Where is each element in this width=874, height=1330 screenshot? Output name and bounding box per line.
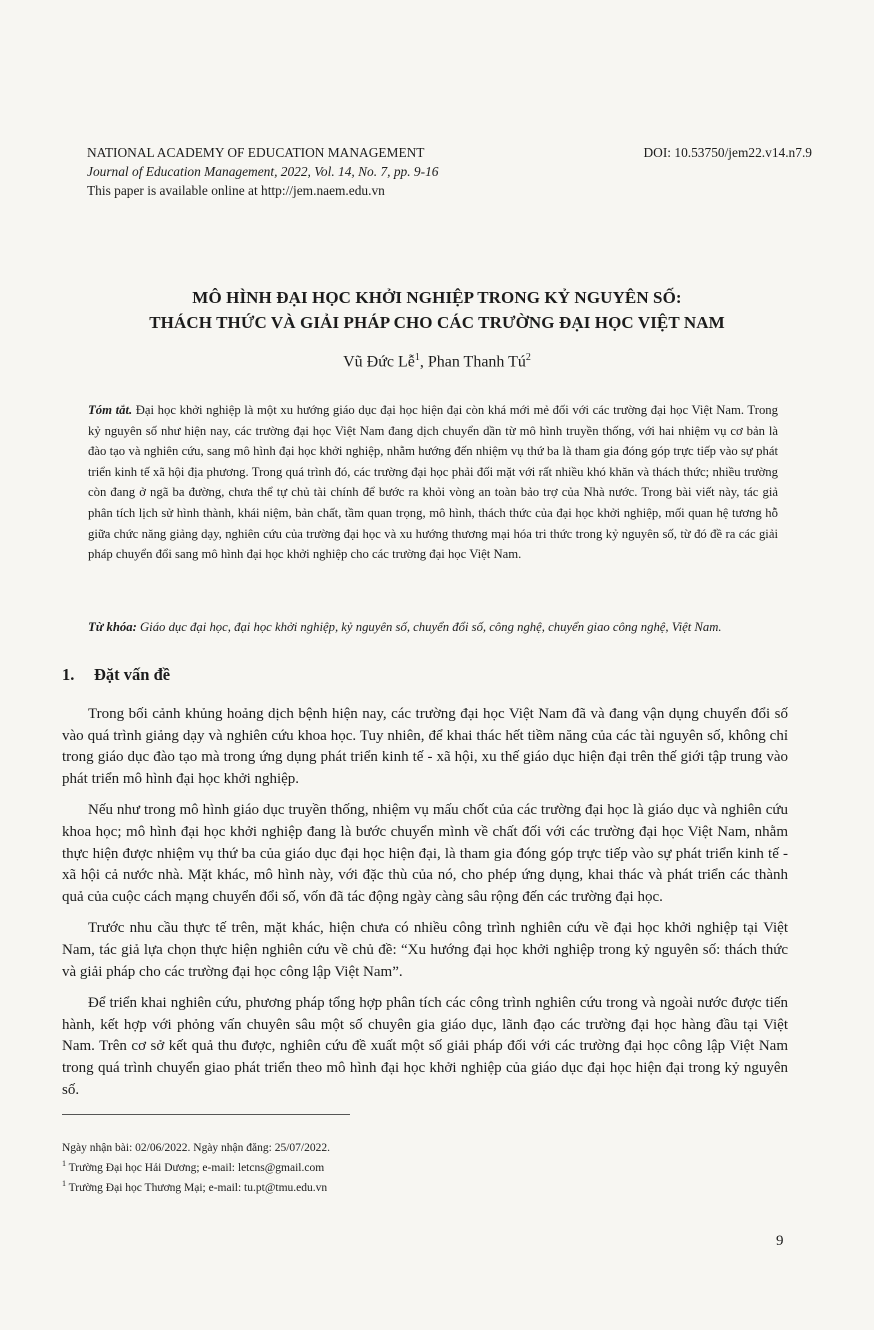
submission-dates: Ngày nhận bài: 02/06/2022. Ngày nhận đăng: 25/07/2022. <box>62 1142 330 1154</box>
paper-title <box>60 285 814 335</box>
section-number: 1. <box>62 665 75 684</box>
availability-note: This paper is available online at http://jem.naem.edu.vn <box>87 183 385 198</box>
page-number: 9 <box>776 1233 784 1249</box>
keywords <box>88 617 778 638</box>
body-paragraph: Nếu như trong mô hình giáo dục truyền thống, nhiệm vụ mấu chốt của các trường đại học là giáo dục và nghiên cứu khoa học; mô hình đại học khởi nghiệp đang là bước chuyển mình về chất đối với các trường đại học Việt Nam, nhằm thực hiện được nhiệm vụ thứ ba của giáo dục đại học hiện đại, là tham gia đóng góp trực tiếp vào sự phát triển kinh tế - xã hội cả nước nhà. Mặt khác, mô hình này, với đặc thù của nó, cho phép ứng dụng, khai thác và phát triển các thành quả của cuộc cách mạng chuyển đổi số, vốn đã tác động ngày càng sâu rộng đến các trường đại học. <box>62 802 788 905</box>
section-heading <box>62 665 170 685</box>
author-1-affiliation: 1 <box>414 352 420 363</box>
body-paragraph: Để triển khai nghiên cứu, phương pháp tổng hợp phân tích các công trình nghiên cứu trong và ngoài nước được tiến hành, kết hợp với phỏng vấn chuyên sâu một số chuyên gia giáo dục, lãnh đạo các trường đại học hàng đầu tại Việt Nam. Trên cơ sở kết quả thu được, nghiên cứu đề xuất một số giải pháp đối với các trường đại học công lập Việt Nam trong quá trình chuyển giao phát triển theo mô hình đại học khởi nghiệp của giáo dục đại học hiện đại trong kỷ nguyên số. <box>62 995 788 1098</box>
body-paragraph: Trong bối cảnh khủng hoảng dịch bệnh hiện nay, các trường đại học Việt Nam đã và đang vận dụng chuyển đổi số vào quá trình giảng dạy và nghiên cứu khoa học. Tuy nhiên, để khai thác hết tiềm năng của các tài nguyên số, không chỉ trong giáo dục đào tạo mà trong ứng dụng phát triển kinh tế - xã hội, xu thế giáo dục hiện đại trên thế giới tập trung vào phát triển mô hình đại học khởi nghiệp. <box>62 706 788 787</box>
author-1: Vũ Đức Lễ <box>343 353 415 371</box>
author-2: Phan Thanh Tú <box>427 353 526 371</box>
section-body <box>62 704 788 1111</box>
body-paragraph: Trước nhu cầu thực tế trên, mặt khác, hiện chưa có nhiều công trình nghiên cứu về đại học khởi nghiệp tại Việt Nam, tác giả lựa chọn thực hiện nghiên cứu về chủ đề: “Xu hướng đại học khởi nghiệp trong kỷ nguyên số: thách thức và giải pháp cho các trường đại học công lập Việt Nam”. <box>62 920 788 980</box>
footnote-divider <box>62 1114 350 1115</box>
footnote-2-text: Trường Đại học Thương Mại; e-mail: tu.pt@tmu.edu.vn <box>66 1181 328 1194</box>
author-separator: , <box>419 353 428 371</box>
doi: DOI: 10.53750/jem22.v14.n7.9 <box>643 145 812 160</box>
section-title: Đặt vấn đề <box>94 665 171 684</box>
abstract-label: Tóm tắt. <box>88 403 133 417</box>
abstract-text: Đại học khởi nghiệp là một xu hướng giáo dục đại học hiện đại còn khá mới mẻ đối với các trường đại học Việt Nam. Trong kỷ nguyên số như hiện nay, các trường đại học Việt Nam đang dịch chuyển dần từ mô hình truyền thống, với hai nhiệm vụ cơ bản là đào tạo và nghiên cứu, sang mô hình đại học khởi nghiệp, nhằm hướng đến nhiệm vụ thứ ba là tham gia đóng góp trực tiếp vào sự phát triển kinh tế xã hội địa phương. Trong quá trình đó, các trường đại học phải đối mặt với rất nhiều khó khăn và thách thức; nhiều trường còn đang ở ngã ba đường, chưa thể tự chủ tài chính để bước ra khỏi vòng an toàn bảo trợ của Nhà nước. Trong bài viết này, tác giả phân tích lịch sử hình thành, khái niệm, bản chất, tầm quan trọng, mô hình, thách thức của đại học khởi nghiệp, mối quan hệ tương hỗ giữa chức năng giảng dạy, nghiên cứu của trường đại học và xu hướng thương mại hóa tri thức trong kỷ nguyên số, từ đó đề ra các giải pháp chuyển đổi sang mô hình đại học khởi nghiệp cho các trường đại học Việt Nam. <box>88 403 778 562</box>
footnote-1-marker: 1 <box>62 1159 66 1168</box>
footnotes <box>62 1140 788 1196</box>
footnote-1-text: Trường Đại học Hải Dương; e-mail: letcns@gmail.com <box>66 1161 325 1174</box>
journal-header <box>87 143 812 200</box>
author-list <box>60 352 814 371</box>
title-line-1: MÔ HÌNH ĐẠI HỌC KHỞI NGHIỆP TRONG KỶ NGUYÊN SỐ: <box>192 288 682 307</box>
footnote-1 <box>62 1156 788 1176</box>
keywords-label: Từ khóa: <box>88 620 137 634</box>
abstract <box>88 400 778 565</box>
footnote-2-marker: 1 <box>62 1178 66 1188</box>
keywords-text: Giáo dục đại học, đại học khởi nghiệp, kỷ nguyên số, chuyển đổi số, công nghệ, chuyển giao công nghệ, Việt Nam. <box>136 620 722 634</box>
author-2-affiliation: 2 <box>525 352 531 363</box>
footnote-2 <box>62 1176 788 1196</box>
title-line-2: THÁCH THỨC VÀ GIẢI PHÁP CHO CÁC TRƯỜNG ĐẠI HỌC VIỆT NAM <box>149 313 725 332</box>
journal-citation: Journal of Education Management, 2022, Vol. 14, No. 7, pp. 9-16 <box>87 164 439 179</box>
institution-name: NATIONAL ACADEMY OF EDUCATION MANAGEMENT <box>87 145 425 160</box>
